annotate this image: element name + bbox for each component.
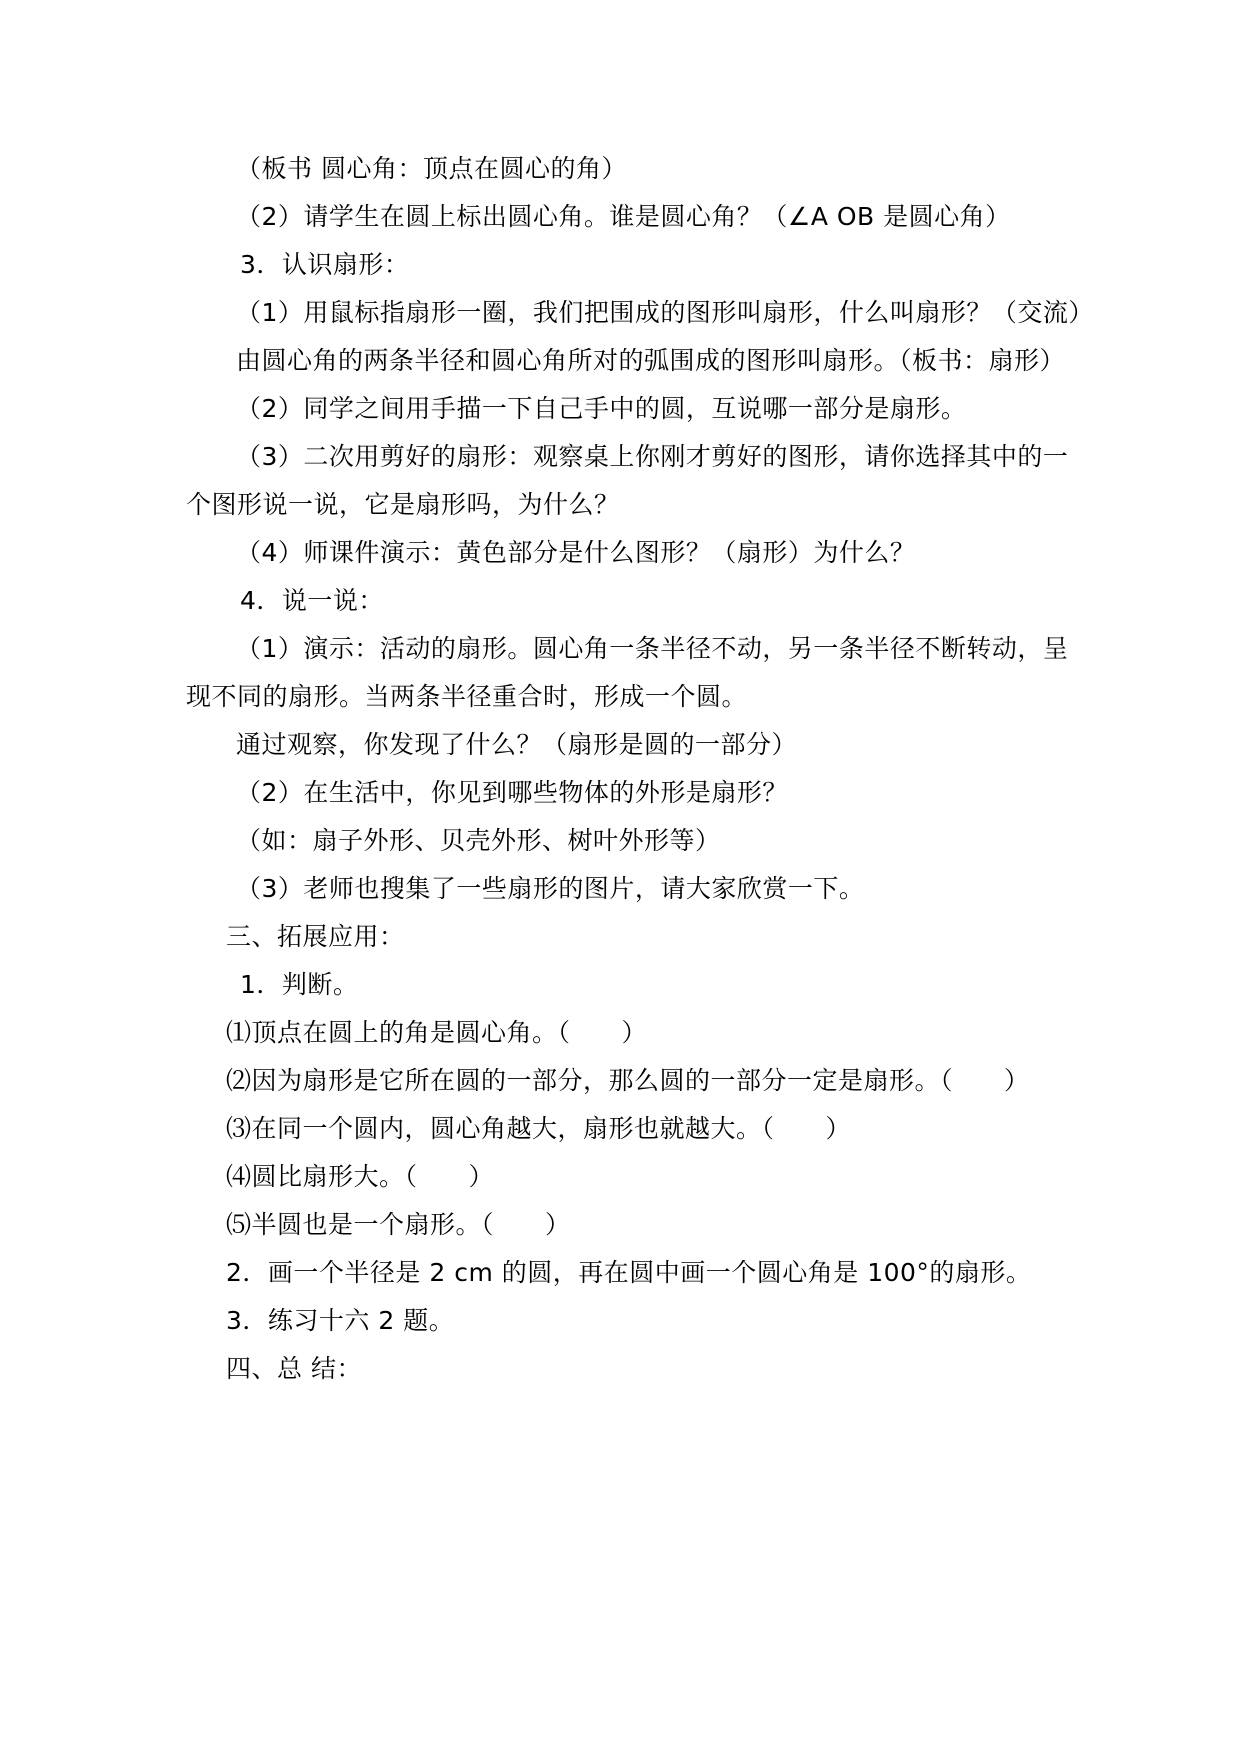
text-line: 通过观察，你发现了什么？（扇形是圆的一部分） bbox=[236, 730, 798, 759]
text-line: （1）用鼠标指扇形一圈，我们把围成的图形叫扇形，什么叫扇形？（交流） bbox=[236, 298, 1094, 327]
text-line: （2）同学之间用手描一下自己手中的圆，互说哪一部分是扇形。 bbox=[236, 394, 967, 423]
text-line: （2）请学生在圆上标出圆心角。谁是圆心角？（∠A OB 是圆心角） bbox=[236, 202, 1011, 231]
text-line: 现不同的扇形。当两条半径重合时，形成一个圆。 bbox=[186, 682, 748, 711]
text-line: （如：扇子外形、贝壳外形、树叶外形等） bbox=[236, 826, 721, 855]
text-line: 3．练习十六 2 题。 bbox=[226, 1306, 455, 1335]
text-line: 个图形说一说，它是扇形吗，为什么？ bbox=[186, 490, 620, 519]
question-item: ⑴顶点在圆上的角是圆心角。（ ） bbox=[226, 1018, 648, 1047]
question-item: ⑶在同一个圆内，圆心角越大，扇形也就越大。（ ） bbox=[226, 1114, 852, 1143]
text-line: 4．说一说： bbox=[240, 586, 384, 615]
question-item: ⑸半圆也是一个扇形。（ ） bbox=[226, 1210, 571, 1239]
text-line: 由圆心角的两条半径和圆心角所对的弧围成的图形叫扇形。（板书：扇形） bbox=[236, 346, 1066, 375]
section-heading: 四、总 结： bbox=[226, 1354, 362, 1383]
question-item: ⑷圆比扇形大。（ ） bbox=[226, 1162, 495, 1191]
text-line: （板书 圆心角：顶点在圆心的角） bbox=[236, 154, 627, 183]
text-line: 3．认识扇形： bbox=[240, 250, 410, 279]
section-heading: 三、拓展应用： bbox=[226, 922, 405, 951]
text-line: 2．画一个半径是 2 cm 的圆，再在圆中画一个圆心角是 100°的扇形。 bbox=[226, 1258, 1032, 1287]
text-line: （1）演示：活动的扇形。圆心角一条半径不动，另一条半径不断转动，呈 bbox=[236, 634, 1069, 663]
text-line: （4）师课件演示：黄色部分是什么图形？（扇形）为什么？ bbox=[236, 538, 916, 567]
text-line: 1．判断。 bbox=[240, 970, 359, 999]
text-line: （2）在生活中，你见到哪些物体的外形是扇形？ bbox=[236, 778, 788, 807]
question-item: ⑵因为扇形是它所在圆的一部分，那么圆的一部分一定是扇形。（ ） bbox=[226, 1066, 1030, 1095]
text-line: （3）老师也搜集了一些扇形的图片，请大家欣赏一下。 bbox=[236, 874, 865, 903]
text-line: （3）二次用剪好的扇形：观察桌上你刚才剪好的图形，请你选择其中的一 bbox=[236, 442, 1069, 471]
